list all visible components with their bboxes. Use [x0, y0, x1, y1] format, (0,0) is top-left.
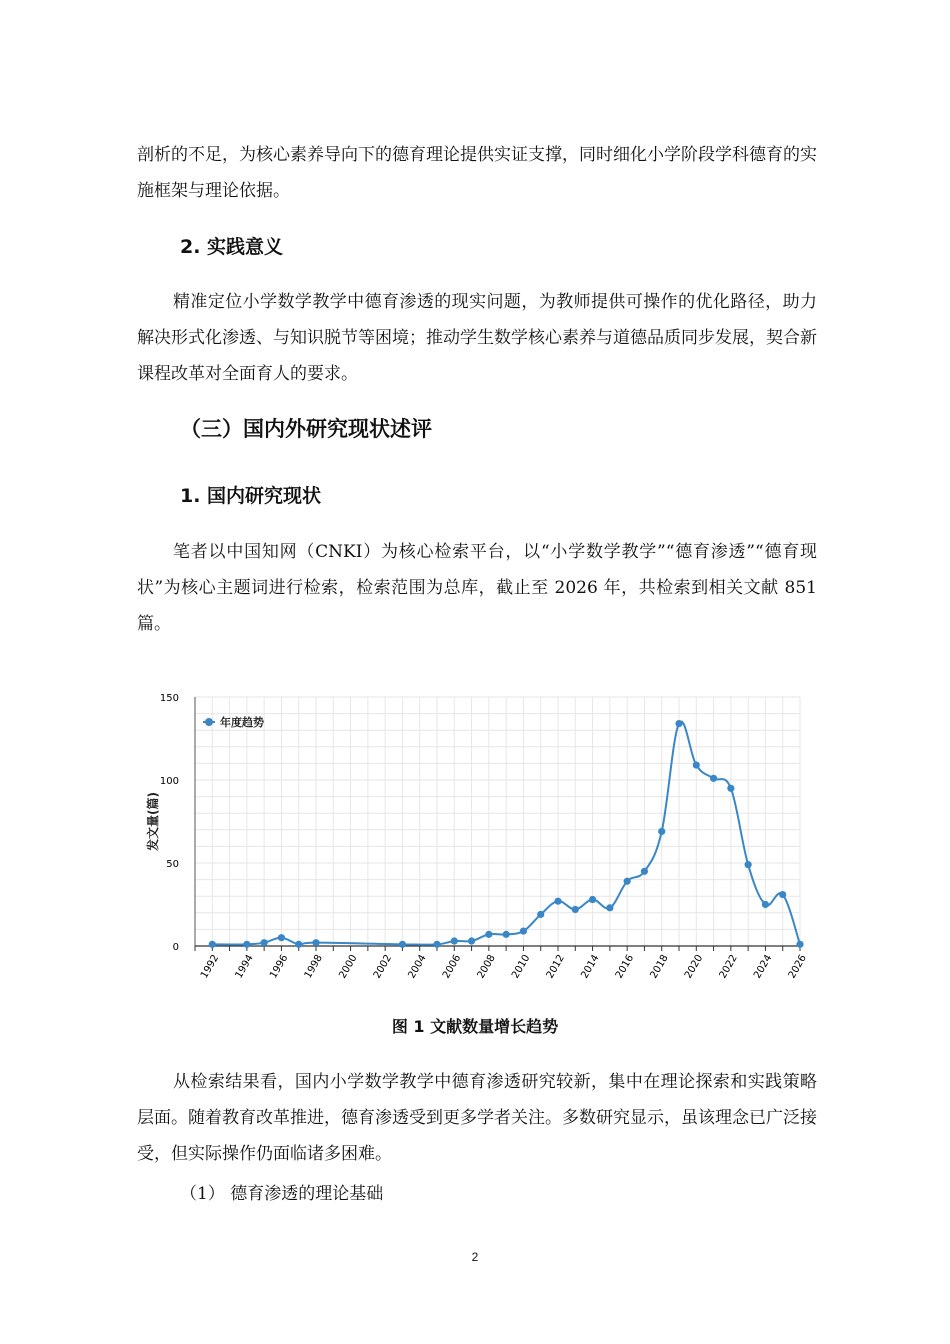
data-point: [572, 906, 579, 913]
y-tick-label: 100: [159, 776, 179, 787]
heading-practice-significance: 2. 实践意义: [180, 236, 284, 258]
data-point: [796, 941, 803, 948]
data-point: [693, 761, 700, 768]
data-point: [295, 941, 302, 948]
x-tick-label: 2002: [371, 952, 395, 981]
heading-section-3: （三）国内外研究现状述评: [180, 417, 432, 441]
x-tick-label: 2008: [475, 952, 498, 981]
data-point: [589, 896, 596, 903]
x-tick-label: 2000: [337, 952, 360, 981]
data-point: [278, 934, 285, 941]
data-point: [675, 720, 682, 727]
x-tick-label: 2022: [717, 952, 740, 981]
list-item-theory-basis: （1） 德育渗透的理论基础: [180, 1184, 384, 1204]
x-tick-label: 1996: [268, 952, 291, 981]
y-tick-label: 150: [159, 693, 179, 704]
x-tick-label: 2004: [406, 952, 429, 981]
paragraph-search: 笔者以中国知网（CNKI）为核心检索平台，以“小学数学教学”“德育渗透”“德育现状”为核心主题词进行检索，检索范围为总库，截止至 2026 年，共检索到相关文献 851 篇。: [137, 542, 817, 634]
data-point: [209, 941, 216, 948]
data-point: [606, 904, 613, 911]
data-point: [451, 937, 458, 944]
data-point: [779, 891, 786, 898]
data-point: [433, 941, 440, 948]
data-point: [261, 939, 268, 946]
figure-caption: 图 1 文献数量增长趋势: [391, 1017, 559, 1036]
legend-label: 年度趋势: [220, 716, 264, 729]
data-point: [399, 941, 406, 948]
data-point: [727, 785, 734, 792]
page-number: 2: [471, 1250, 479, 1264]
data-point: [641, 868, 648, 875]
data-point: [520, 927, 527, 934]
data-point: [762, 901, 769, 908]
x-tick-label: 1994: [233, 952, 256, 981]
paragraph-top: 剖析的不足，为核心素养导向下的德育理论提供实证支撑，同时细化小学阶段学科德育的实施框架与理论依据。: [137, 145, 817, 201]
x-tick-label: 2018: [648, 952, 671, 981]
data-point: [554, 898, 561, 905]
y-tick-label: 0: [172, 942, 179, 953]
data-point: [243, 941, 250, 948]
x-tick-label: 2024: [752, 952, 775, 981]
paragraph-results: 从检索结果看，国内小学数学教学中德育渗透研究较新，集中在理论探索和实践策略层面。随着教育改革推进，德育渗透受到更多学者关注。多数研究显示，虽该理念已广泛接受，但实际操作仍面临诸多困难。: [137, 1072, 817, 1164]
chart-grid: [195, 697, 800, 946]
data-point: [710, 775, 717, 782]
x-tick-label: 2006: [440, 952, 464, 981]
x-tick-label: 2026: [786, 952, 809, 981]
trend-chart: [137, 680, 817, 1015]
data-point: [503, 931, 510, 938]
data-point: [745, 861, 752, 868]
paragraph-practice: 精准定位小学数学教学中德育渗透的现实问题，为教师提供可操作的优化路径，助力解决形式化渗透、与知识脱节等困境；推动学生数学核心素养与道德品质同步发展，契合新课程改革对全面育人的要求。: [137, 292, 817, 384]
heading-domestic-research: 1. 国内研究现状: [180, 485, 322, 507]
x-tick-label: 2012: [544, 952, 567, 981]
data-point: [312, 939, 319, 946]
data-point: [537, 911, 544, 918]
y-axis-label: 发文量(篇): [146, 792, 160, 851]
x-tick-label: 2016: [613, 952, 637, 981]
data-point: [485, 931, 492, 938]
data-point: [624, 878, 631, 885]
x-tick-label: 2014: [579, 952, 602, 981]
x-tick-label: 1998: [302, 952, 325, 981]
data-point: [658, 828, 665, 835]
data-point: [468, 937, 475, 944]
x-tick-label: 1992: [198, 952, 222, 981]
chart-axes: [160, 693, 809, 981]
y-tick-label: 50: [166, 859, 179, 870]
x-tick-label: 2020: [682, 952, 706, 981]
x-tick-label: 2010: [510, 952, 533, 981]
